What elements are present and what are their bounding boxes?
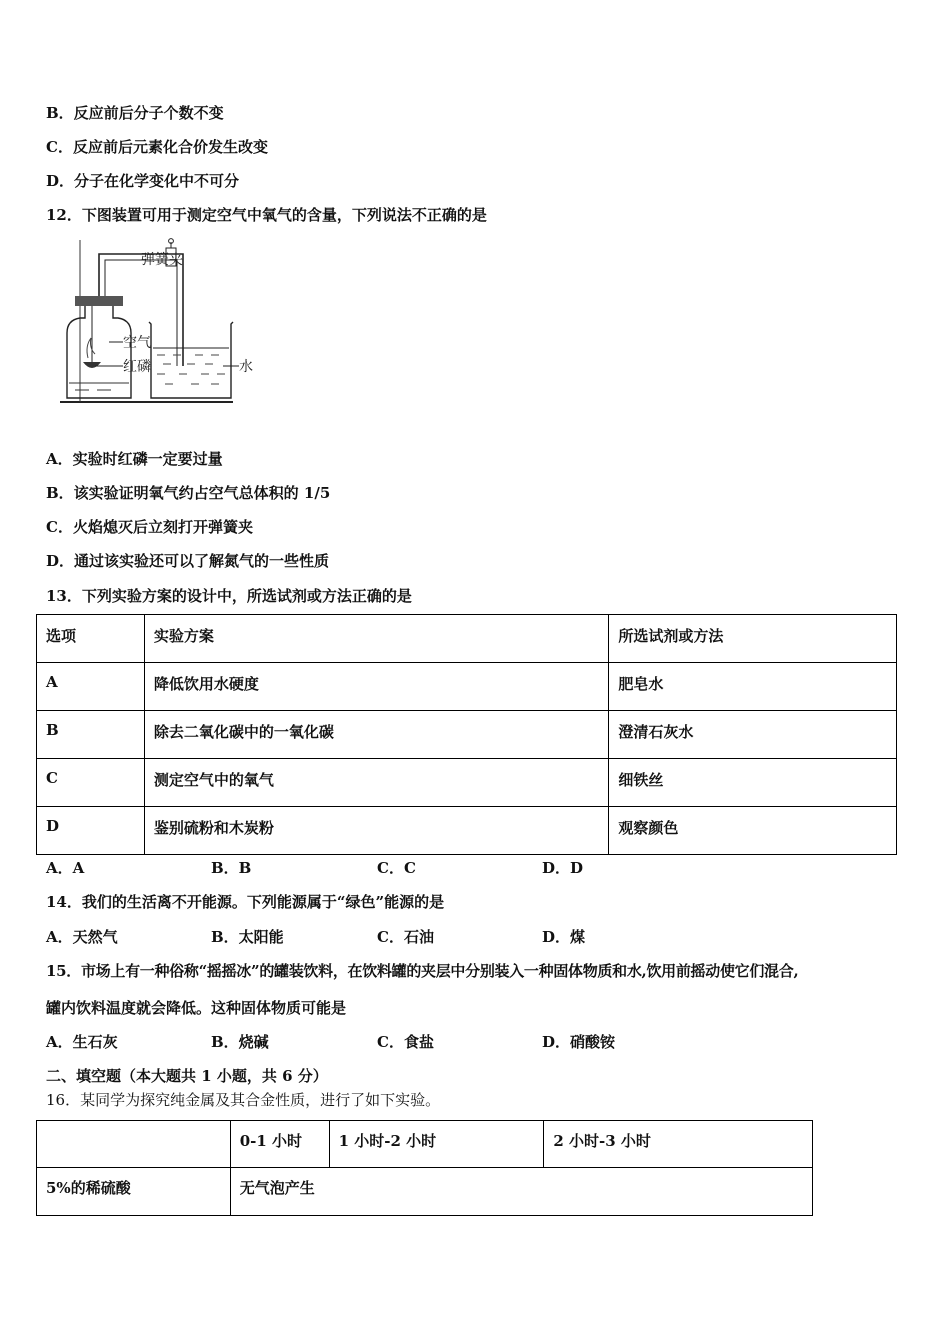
label-water: 水 bbox=[239, 359, 253, 375]
q13-choice-a: A．A bbox=[46, 859, 85, 877]
table-header-cell: 所选试剂或方法 bbox=[609, 615, 897, 663]
table-header-cell: 2 小时-3 小时 bbox=[544, 1121, 813, 1168]
q13-choices bbox=[46, 857, 646, 879]
section-title: 二、填空题（本大题共 1 小题，共 6 分） bbox=[46, 1067, 328, 1085]
q12-stem: 12．下图装置可用于测定空气中氧气的含量，下列说法不正确的是 bbox=[46, 206, 487, 224]
table-cell: 除去二氧化碳中的一氧化碳 bbox=[144, 711, 608, 759]
q13-choice-b: B．B bbox=[211, 859, 252, 877]
q12-option-b: B．该实验证明氧气约占空气总体积的 1/5 bbox=[46, 484, 331, 502]
table-row bbox=[37, 1168, 813, 1216]
q13-choice-c: C．C bbox=[377, 859, 416, 877]
q13-table bbox=[36, 614, 897, 855]
q13-choice-d: D．D bbox=[542, 859, 584, 877]
q14-choice-b: B．太阳能 bbox=[211, 928, 284, 946]
q15-stem-line2: 罐内饮料温度就会降低。这种固体物质可能是 bbox=[46, 999, 347, 1017]
table-cell: 降低饮用水硬度 bbox=[144, 663, 608, 711]
q13-stem: 13．下列实验方案的设计中，所选试剂或方法正确的是 bbox=[46, 587, 412, 605]
q15-choices bbox=[46, 1031, 646, 1053]
q14-choice-c: C．石油 bbox=[377, 928, 434, 946]
table-cell: 澄清石灰水 bbox=[609, 711, 897, 759]
table-row bbox=[37, 711, 897, 759]
table-cell: D bbox=[37, 807, 145, 855]
table-cell: 无气泡产生 bbox=[230, 1168, 812, 1216]
table-cell: A bbox=[37, 663, 145, 711]
table-row bbox=[37, 759, 897, 807]
q15-choice-b: B．烧碱 bbox=[211, 1033, 269, 1051]
q12-option-d: D．通过该实验还可以了解氮气的一些性质 bbox=[46, 552, 330, 570]
table-cell: 观察颜色 bbox=[609, 807, 897, 855]
table-cell: 细铁丝 bbox=[609, 759, 897, 807]
table-cell: 测定空气中的氧气 bbox=[144, 759, 608, 807]
table-header-row bbox=[37, 615, 897, 663]
q11-option-c: C．反应前后元素化合价发生改变 bbox=[46, 138, 268, 156]
q15-choice-c: C．食盐 bbox=[377, 1033, 434, 1051]
q14-choice-a: A．天然气 bbox=[46, 928, 118, 946]
table-header-cell: 1 小时-2 小时 bbox=[329, 1121, 544, 1168]
q14-stem: 14．我们的生活离不开能源。下列能源属于“绿色”能源的是 bbox=[46, 893, 445, 911]
table-row bbox=[37, 807, 897, 855]
q16-stem: 16．某同学为探究纯金属及其合金性质，进行了如下实验。 bbox=[46, 1091, 441, 1109]
table-cell: 鉴别硫粉和木炭粉 bbox=[144, 807, 608, 855]
q15-choice-a: A．生石灰 bbox=[46, 1033, 118, 1051]
table-cell: 5%的稀硫酸 bbox=[37, 1168, 231, 1216]
q12-option-a: A．实验时红磷一定要过量 bbox=[46, 450, 223, 468]
table-header-cell: 实验方案 bbox=[144, 615, 608, 663]
label-air: 空气 bbox=[123, 335, 151, 351]
table-cell: B bbox=[37, 711, 145, 759]
table-header-row bbox=[37, 1121, 813, 1168]
table-cell: 肥皂水 bbox=[609, 663, 897, 711]
table-header-cell: 0-1 小时 bbox=[230, 1121, 329, 1168]
q11-option-b: B．反应前后分子个数不变 bbox=[46, 104, 224, 122]
q14-choices bbox=[46, 926, 646, 948]
q15-choice-d: D．硝酸铵 bbox=[542, 1033, 616, 1051]
q16-table bbox=[36, 1120, 813, 1216]
table-header-cell bbox=[37, 1121, 231, 1168]
label-spring-clip: 弹簧夹 bbox=[141, 252, 183, 268]
q12-option-c: C．火焰熄灭后立刻打开弹簧夹 bbox=[46, 518, 253, 536]
table-header-cell: 选项 bbox=[37, 615, 145, 663]
table-row bbox=[37, 663, 897, 711]
q11-option-d: D．分子在化学变化中不可分 bbox=[46, 172, 240, 190]
oxygen-measurement-apparatus bbox=[55, 238, 265, 408]
q15-stem-line1: 15．市场上有一种俗称“摇摇冰”的罐装饮料，在饮料罐的夹层中分别装入一种固体物质和水,饮用前摇动使它们混合, bbox=[46, 962, 799, 980]
q14-choice-d: D．煤 bbox=[542, 928, 586, 946]
table-cell: C bbox=[37, 759, 145, 807]
label-red-phosphorus: 红磷 bbox=[123, 359, 151, 375]
